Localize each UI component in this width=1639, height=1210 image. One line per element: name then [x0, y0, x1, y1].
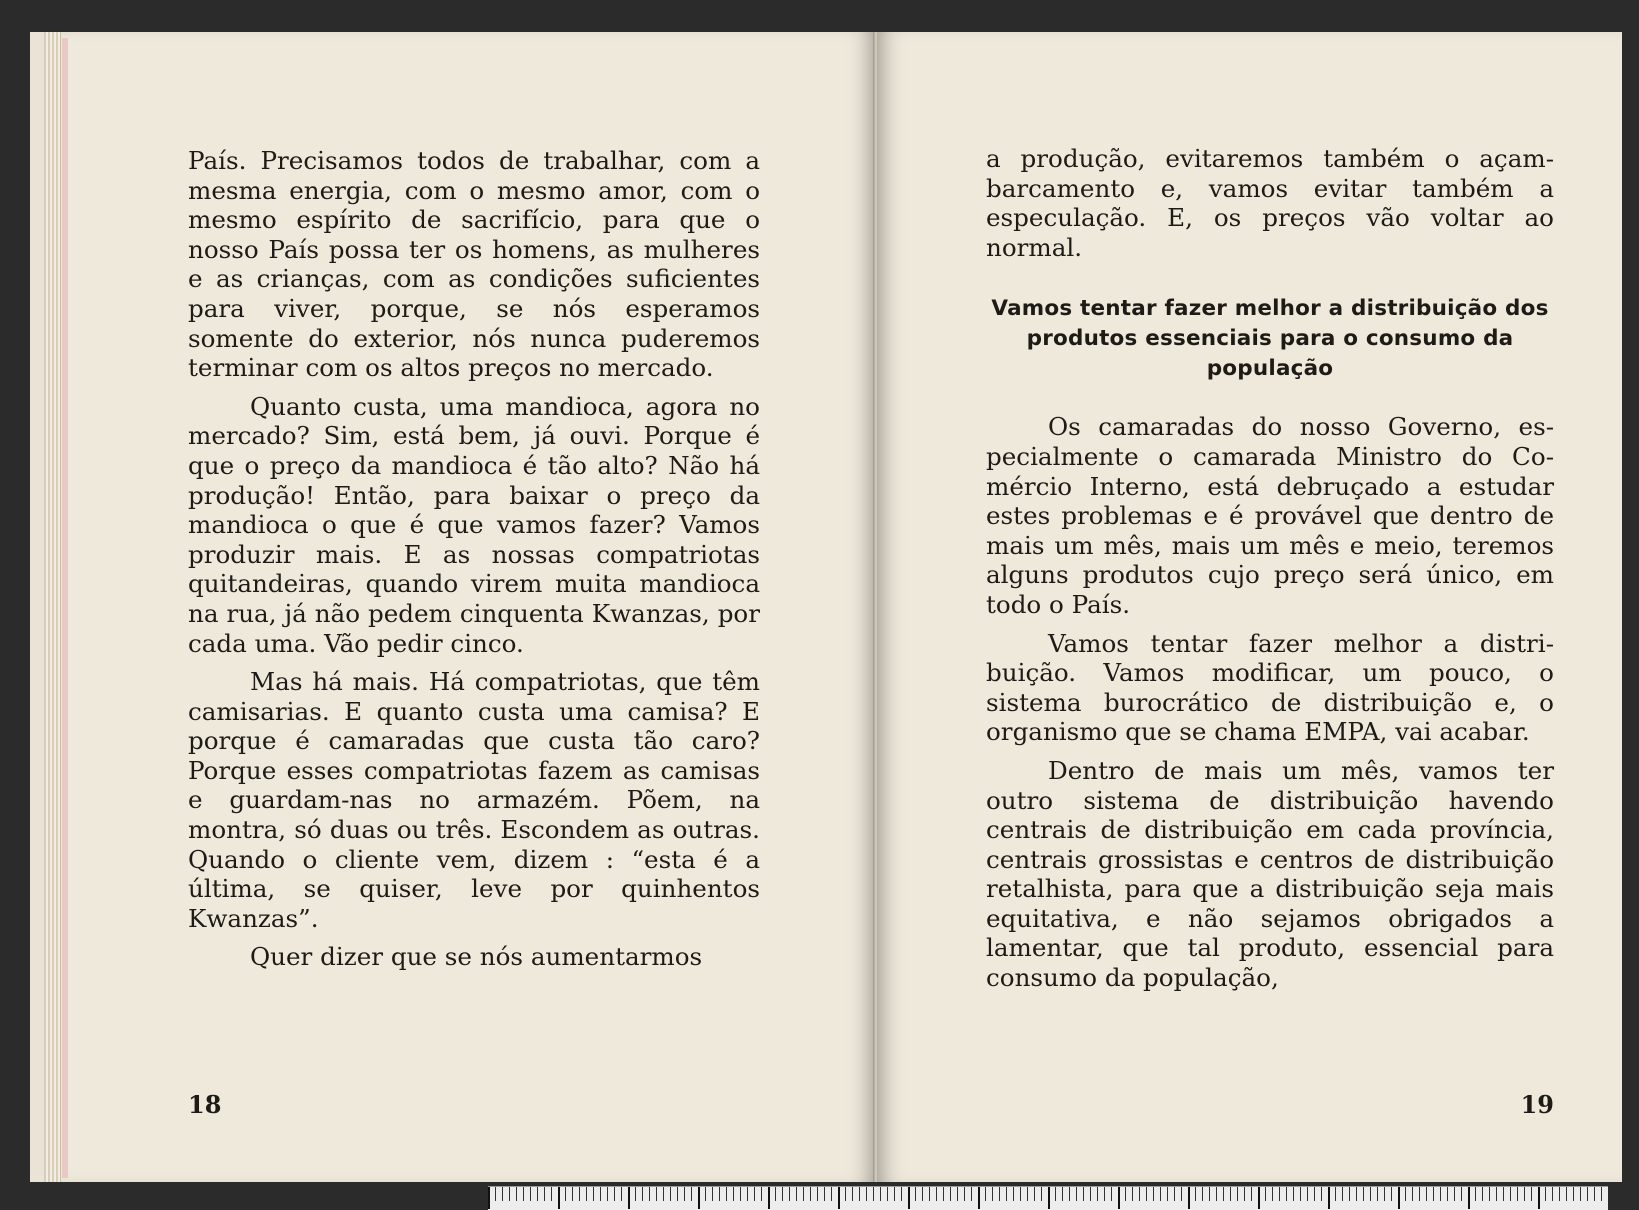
paragraph: Mas há mais. Há compatriotas, que têm camisarias. E quanto custa uma camisa? E porque é camaradas que custa tão caro? Porque esses compatriotas fazem as camisas e guardam-nas no armazém. Põem, na montra, só duas ou três. Escondem as outras. Quando o cliente vem, dizem : “esta é a última, se quiser, leve por quinhentos Kwanzas”.: [188, 667, 760, 933]
paragraph: Vamos tentar fazer melhor a distribuição. Vamos modificar, um pouco, o sistema burocrático de distribuição e, o organismo que se chama EMPA, vai acabar.: [986, 628, 1554, 747]
page-edge-strip: [62, 38, 68, 1178]
paragraph: Quer dizer que se nós aumentarmos: [250, 942, 703, 972]
paragraph: Os camaradas do nosso Governo, especialmente o camarada Ministro do Comércio Interno, está debruçado a estudar estes problemas e é provável que dentro de mais um mês, mais um mês e meio, teremos alguns produtos cujo preço será único, em todo o País.: [986, 412, 1554, 619]
left-page-text: [188, 146, 760, 981]
right-page-text: [986, 144, 1554, 1002]
measurement-ruler: [488, 1186, 1608, 1210]
page-number: 18: [188, 1090, 222, 1119]
paragraph: País. Precisamos todos de trabalhar, com a mesma energia, com o mesmo amor, com o mesmo espírito de sacrifício, para que o nosso País possa ter os homens, as mulheres e as crianças, com as condições suficientes para viver, porque, se nós esperamos somente do exterior, nós nunca puderemos terminar com os altos preços no mercado.: [188, 146, 760, 383]
paragraph: Dentro de mais um mês, vamos ter outro sistema de distribuição havendo centrais de distribuição em cada província, centrais grossistas e centros de distribuição retalhista, para que a distribuição seja mais equitativa, e não sejamos obrigados a lamentar, que tal produto, essencial para consumo da população,: [986, 755, 1554, 993]
open-book: [30, 32, 1622, 1182]
page-number: 19: [1520, 1090, 1554, 1119]
page-edges: [44, 32, 61, 1182]
right-page: [878, 32, 1622, 1182]
paragraph: Quanto custa, uma mandioca, agora no mercado? Sim, está bem, já ouvi. Porque é que o preço da mandioca é tão alto? Não há produção! Então, para baixar o preço da mandioca o que é que vamos fazer? Vamos produzir mais. E as nossas compatriotas quitandeiras, quando virem muita mandioca na rua, já não pedem cinquenta Kwanzas, por cada uma. Vão pedir cinco.: [188, 391, 760, 658]
left-page: [44, 32, 874, 1182]
ruler-major-ticks: [488, 1187, 1608, 1209]
paragraph: a produção, evitaremos também o açambarcamento e, vamos evitar também a especulação. E, os preços vão voltar ao normal.: [986, 144, 1554, 262]
section-heading: Vamos tentar fazer melhor a distribuição dos produtos essenciais para o consumo da população: [991, 296, 1549, 382]
